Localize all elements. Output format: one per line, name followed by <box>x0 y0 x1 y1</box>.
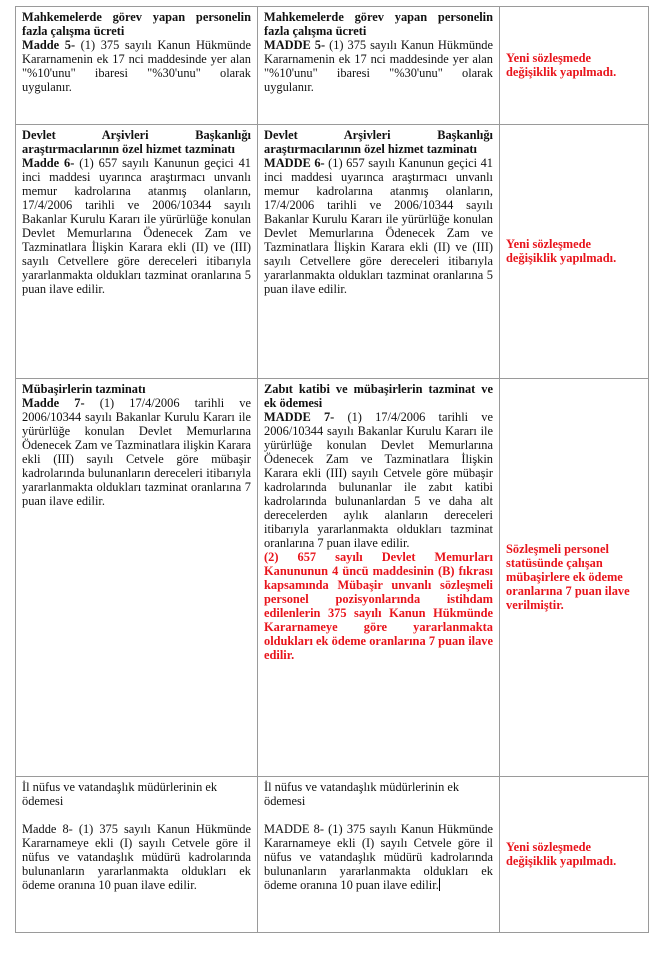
comparison-table <box>15 6 649 933</box>
new-text-cell <box>258 7 500 125</box>
article-number: Madde 5- <box>22 38 76 52</box>
article-title: Devlet Arşivleri Başkanlığı araştırmacılarının özel hizmet tazminatı <box>264 128 493 156</box>
article-number: Madde 7- <box>22 396 85 410</box>
article-number: Madde 6- <box>22 156 75 170</box>
table-row <box>16 777 649 933</box>
text-cursor <box>439 878 440 891</box>
table-row <box>16 7 649 125</box>
change-note: Yeni sözleşmede değişiklik yapılmadı. <box>500 7 649 125</box>
old-text-cell <box>16 379 258 777</box>
article-title: Mübaşirlerin tazminatı <box>22 382 146 396</box>
article-title: İl nüfus ve vatandaşlık müdürlerinin ek ödemesi <box>264 780 460 808</box>
article-body: (1) 17/4/2006 tarihli ve 2006/10344 sayılı Bakanlar Kurulu Kararı ile yürürlüğe konulan Devlet Memurlarına Ödenecek Zam ve Tazminatlara İlişkin Karara ekli (III) sayılı Cetvele göre mübaşir kadrolarında bulunanlar ile zabıt katibi kadrolarında bulunanlardan 5 ve daha alt derecelerden aylık alanların dereceleri itibarıyla yararlanmakta oldukları tazminat oranlarına 7 puan ilave edilir. <box>264 410 493 550</box>
new-text-cell <box>258 125 500 379</box>
article-body: (1) 375 sayılı Kanun Hükmünde Kararnamenin ek 17 nci maddesinde yer alan "%10'unu" ibaresi "%30'unu" olarak uygulanır. <box>264 38 493 94</box>
article-number: MADDE 7- <box>264 410 335 424</box>
old-text-cell <box>16 125 258 379</box>
table-row <box>16 379 649 777</box>
article-body: Madde 8- (1) 375 sayılı Kanun Hükmünde Kararnameye ekli (I) sayılı Cetvele göre il nüfus ve vatandaşlık müdürü kadrolarında bulunanların yararlanmakta oldukları ek ödeme oranına 10 puan ilave edilir. <box>22 822 251 892</box>
added-paragraph: (2) 657 sayılı Devlet Memurları Kanununun 4 üncü maddesinin (B) fıkrası kapsamında Mübaşir unvanlı sözleşmeli personel pozisyonlarında istihdam edilenlerin 375 sayılı Kanun Hükmünde Kararnameye göre yararlanmakta oldukları ek ödeme oranlarına 7 puan ilave edilir. <box>264 550 493 662</box>
article-number: MADDE 5- <box>264 38 326 52</box>
article-title: Mahkemelerde görev yapan personelin fazla çalışma ücreti <box>22 10 251 38</box>
article-title: Devlet Arşivleri Başkanlığı araştırmacılarının özel hizmet tazminatı <box>22 128 251 156</box>
old-text-cell <box>16 7 258 125</box>
article-number: MADDE 6- <box>264 156 325 170</box>
old-text-cell <box>16 777 258 933</box>
article-body: (1) 17/4/2006 tarihli ve 2006/10344 sayılı Bakanlar Kurulu Kararı ile yürürlüğe konulan Devlet Memurlarına Ödenecek Zam ve Tazminatlara ilişkin Karara ekli (III) sayılı Cetvele göre mübaşir kadrolarında bulunanların dereceleri itibarıyla yararlanmakta oldukları tazminat oranlarına 7 puan ilave edilir. <box>22 396 251 508</box>
article-body: (1) 657 sayılı Kanunun geçici 41 inci maddesi uyarınca araştırmacı unvanlı memur kadrolarına atanmış olanların, 17/4/2006 tarihli ve 2006/10344 sayılı Bakanlar Kurulu Kararı ile yürürlüğe konulan Devlet Memurlarına Ödenecek Zam ve Tazminatlara İlişkin Karara ekli (II) ve (III) sayılı Cetvellere göre dereceleri itibarıyla yararlanmakta oldukları tazminat oranlarına 5 puan ilave edilir. <box>264 156 493 296</box>
change-note: Yeni sözleşmede değişiklik yapılmadı. <box>500 777 649 933</box>
change-note: Yeni sözleşmede değişiklik yapılmadı. <box>500 125 649 379</box>
article-body: MADDE 8- (1) 375 sayılı Kanun Hükmünde Kararnameye ekli (I) sayılı Cetvele göre il nüfus ve vatandaşlık müdürü kadrolarında bulunanların yararlanmakta oldukları ek ödeme oranına 10 puan ilave edilir. <box>264 822 493 892</box>
article-title: İl nüfus ve vatandaşlık müdürlerinin ek ödemesi <box>22 780 218 808</box>
article-title: Zabıt katibi ve mübaşirlerin tazminat ve ek ödemesi <box>264 382 493 410</box>
article-body: (1) 657 sayılı Kanunun geçici 41 inci maddesi uyarınca araştırmacı unvanlı memur kadrolarına atanmış olanların, 17/4/2006 tarihli ve 2006/10344 sayılı Bakanlar Kurulu Kararı ile yürürlüğe konulan Devlet Memurlarına Ödenecek Zam ve Tazminatlara İlişkin Karara ekli (II) ve (III) sayılı Cetvellere göre dereceleri itibarıyla yararlanmakta oldukları tazminat oranlarına 5 puan ilave edilir. <box>22 156 252 296</box>
new-text-cell <box>258 379 500 777</box>
change-note: Sözleşmeli personel statüsünde çalışan mübaşirlere ek ödeme oranlarına 7 puan ilave verilmiştir. <box>500 379 649 777</box>
article-body: (1) 375 sayılı Kanun Hükmünde Kararnamenin ek 17 nci maddesinde yer alan "%10'unu" ibaresi "%30'unu" olarak uygulanır. <box>22 38 252 94</box>
table-row <box>16 125 649 379</box>
new-text-cell <box>258 777 500 933</box>
article-title: Mahkemelerde görev yapan personelin fazla çalışma ücreti <box>264 10 493 38</box>
